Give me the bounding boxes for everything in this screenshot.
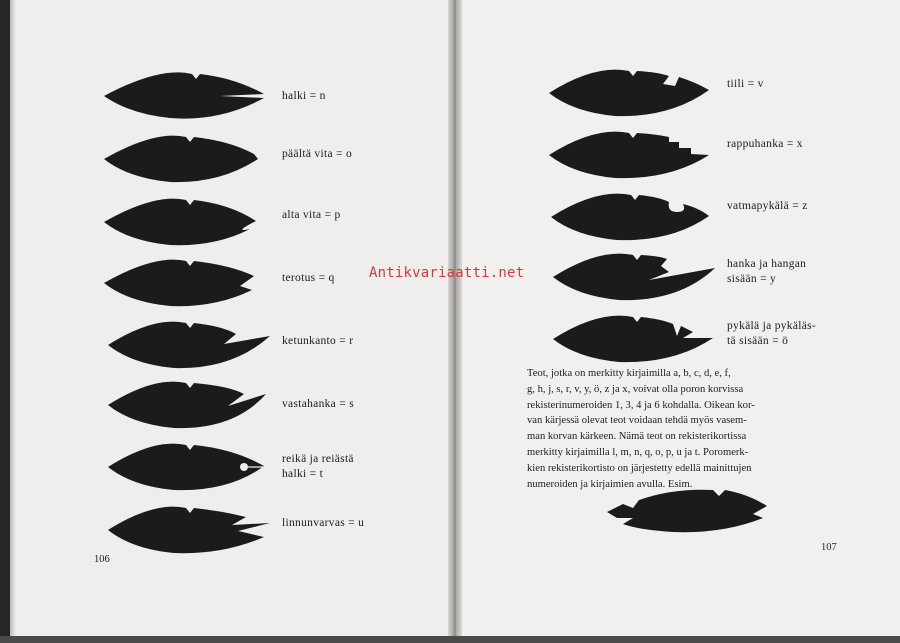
ear-mark-reika-halki-illustration (104, 440, 274, 494)
ear-mark-halki-illustration (100, 70, 270, 122)
label-tiili: tiili = v (727, 78, 764, 90)
paragraph-line: Teot, jotka on merkitty kirjaimilla a, b, c, d, e, f, (527, 368, 731, 379)
label-vatmapykala: vatmapykälä = z (727, 200, 808, 212)
label-alta-vita: alta vita = p (282, 209, 341, 221)
ear-mark-rappuhanka-illustration (545, 128, 715, 182)
example-ear-mark-illustration (603, 484, 773, 538)
watermark-text: Antikvariaatti.net (369, 265, 525, 281)
ear-mark-vatmapykala-illustration (547, 190, 717, 244)
label-reika-line2: halki = t (282, 468, 324, 480)
ear-mark-vastahanka-illustration (104, 378, 274, 432)
paragraph-line: g, h, j, s, r, v, y, ö, z ja x, voivat olla poron korvissa (527, 383, 744, 395)
label-hanka-line1: hanka ja hangan (727, 258, 807, 270)
book-gutter (448, 0, 462, 643)
label-pykala-line1: pykälä ja pykäläs- (727, 320, 817, 332)
ear-mark-hanka-sisaan-illustration (549, 250, 719, 304)
paragraph-line: man korvan kärkeen. Nämä teot on rekisterikortissa (527, 431, 747, 443)
label-halki: halki = n (282, 90, 326, 102)
page-number-left: 106 (94, 554, 110, 565)
ear-mark-linnunvarvas-illustration (104, 503, 274, 557)
label-vastahanka: vastahanka = s (282, 398, 354, 410)
label-pykala-line2: tä sisään = ö (727, 335, 789, 347)
label-paalta-vita: päältä vita = o (282, 148, 353, 160)
ear-mark-tiili-illustration (545, 66, 715, 120)
label-rappuhanka: rappuhanka = x (727, 138, 803, 150)
ear-mark-ketunkanto-illustration (104, 318, 274, 372)
page-number-right: 107 (821, 542, 837, 553)
ear-mark-alta-vita-illustration (100, 195, 260, 249)
paragraph-line: numeroiden ja kirjaimien avulla. Esim. (527, 478, 693, 490)
ear-mark-terotus-illustration (100, 256, 260, 310)
paragraph-line: merkitty kirjaimilla l, m, n, q, o, p, u ja t. Poromerk- (527, 446, 749, 458)
ear-mark-pykala-sisaan-illustration (549, 312, 719, 366)
body-paragraph (527, 366, 837, 492)
label-hanka-line2: sisään = y (727, 273, 777, 285)
page-fold-shadow (10, 0, 16, 636)
label-ketunkanto: ketunkanto = r (282, 335, 354, 347)
label-terotus: terotus = q (282, 272, 335, 284)
paragraph-line: kien rekisterikortisto on järjestetty edellä mainittujen (527, 462, 752, 474)
background-edge (0, 636, 900, 643)
label-reika-line1: reikä ja reiästä (282, 453, 354, 465)
label-linnunvarvas: linnunvarvas = u (282, 517, 365, 529)
paragraph-line: rekisterinumeroiden 1, 3, 4 ja 6 kohdalla. Oikean kor- (527, 399, 755, 411)
paragraph-line: van kärjessä olevat teot voidaan tehdä myös vasem- (527, 415, 747, 427)
ear-mark-paalta-vita-illustration (100, 132, 260, 186)
